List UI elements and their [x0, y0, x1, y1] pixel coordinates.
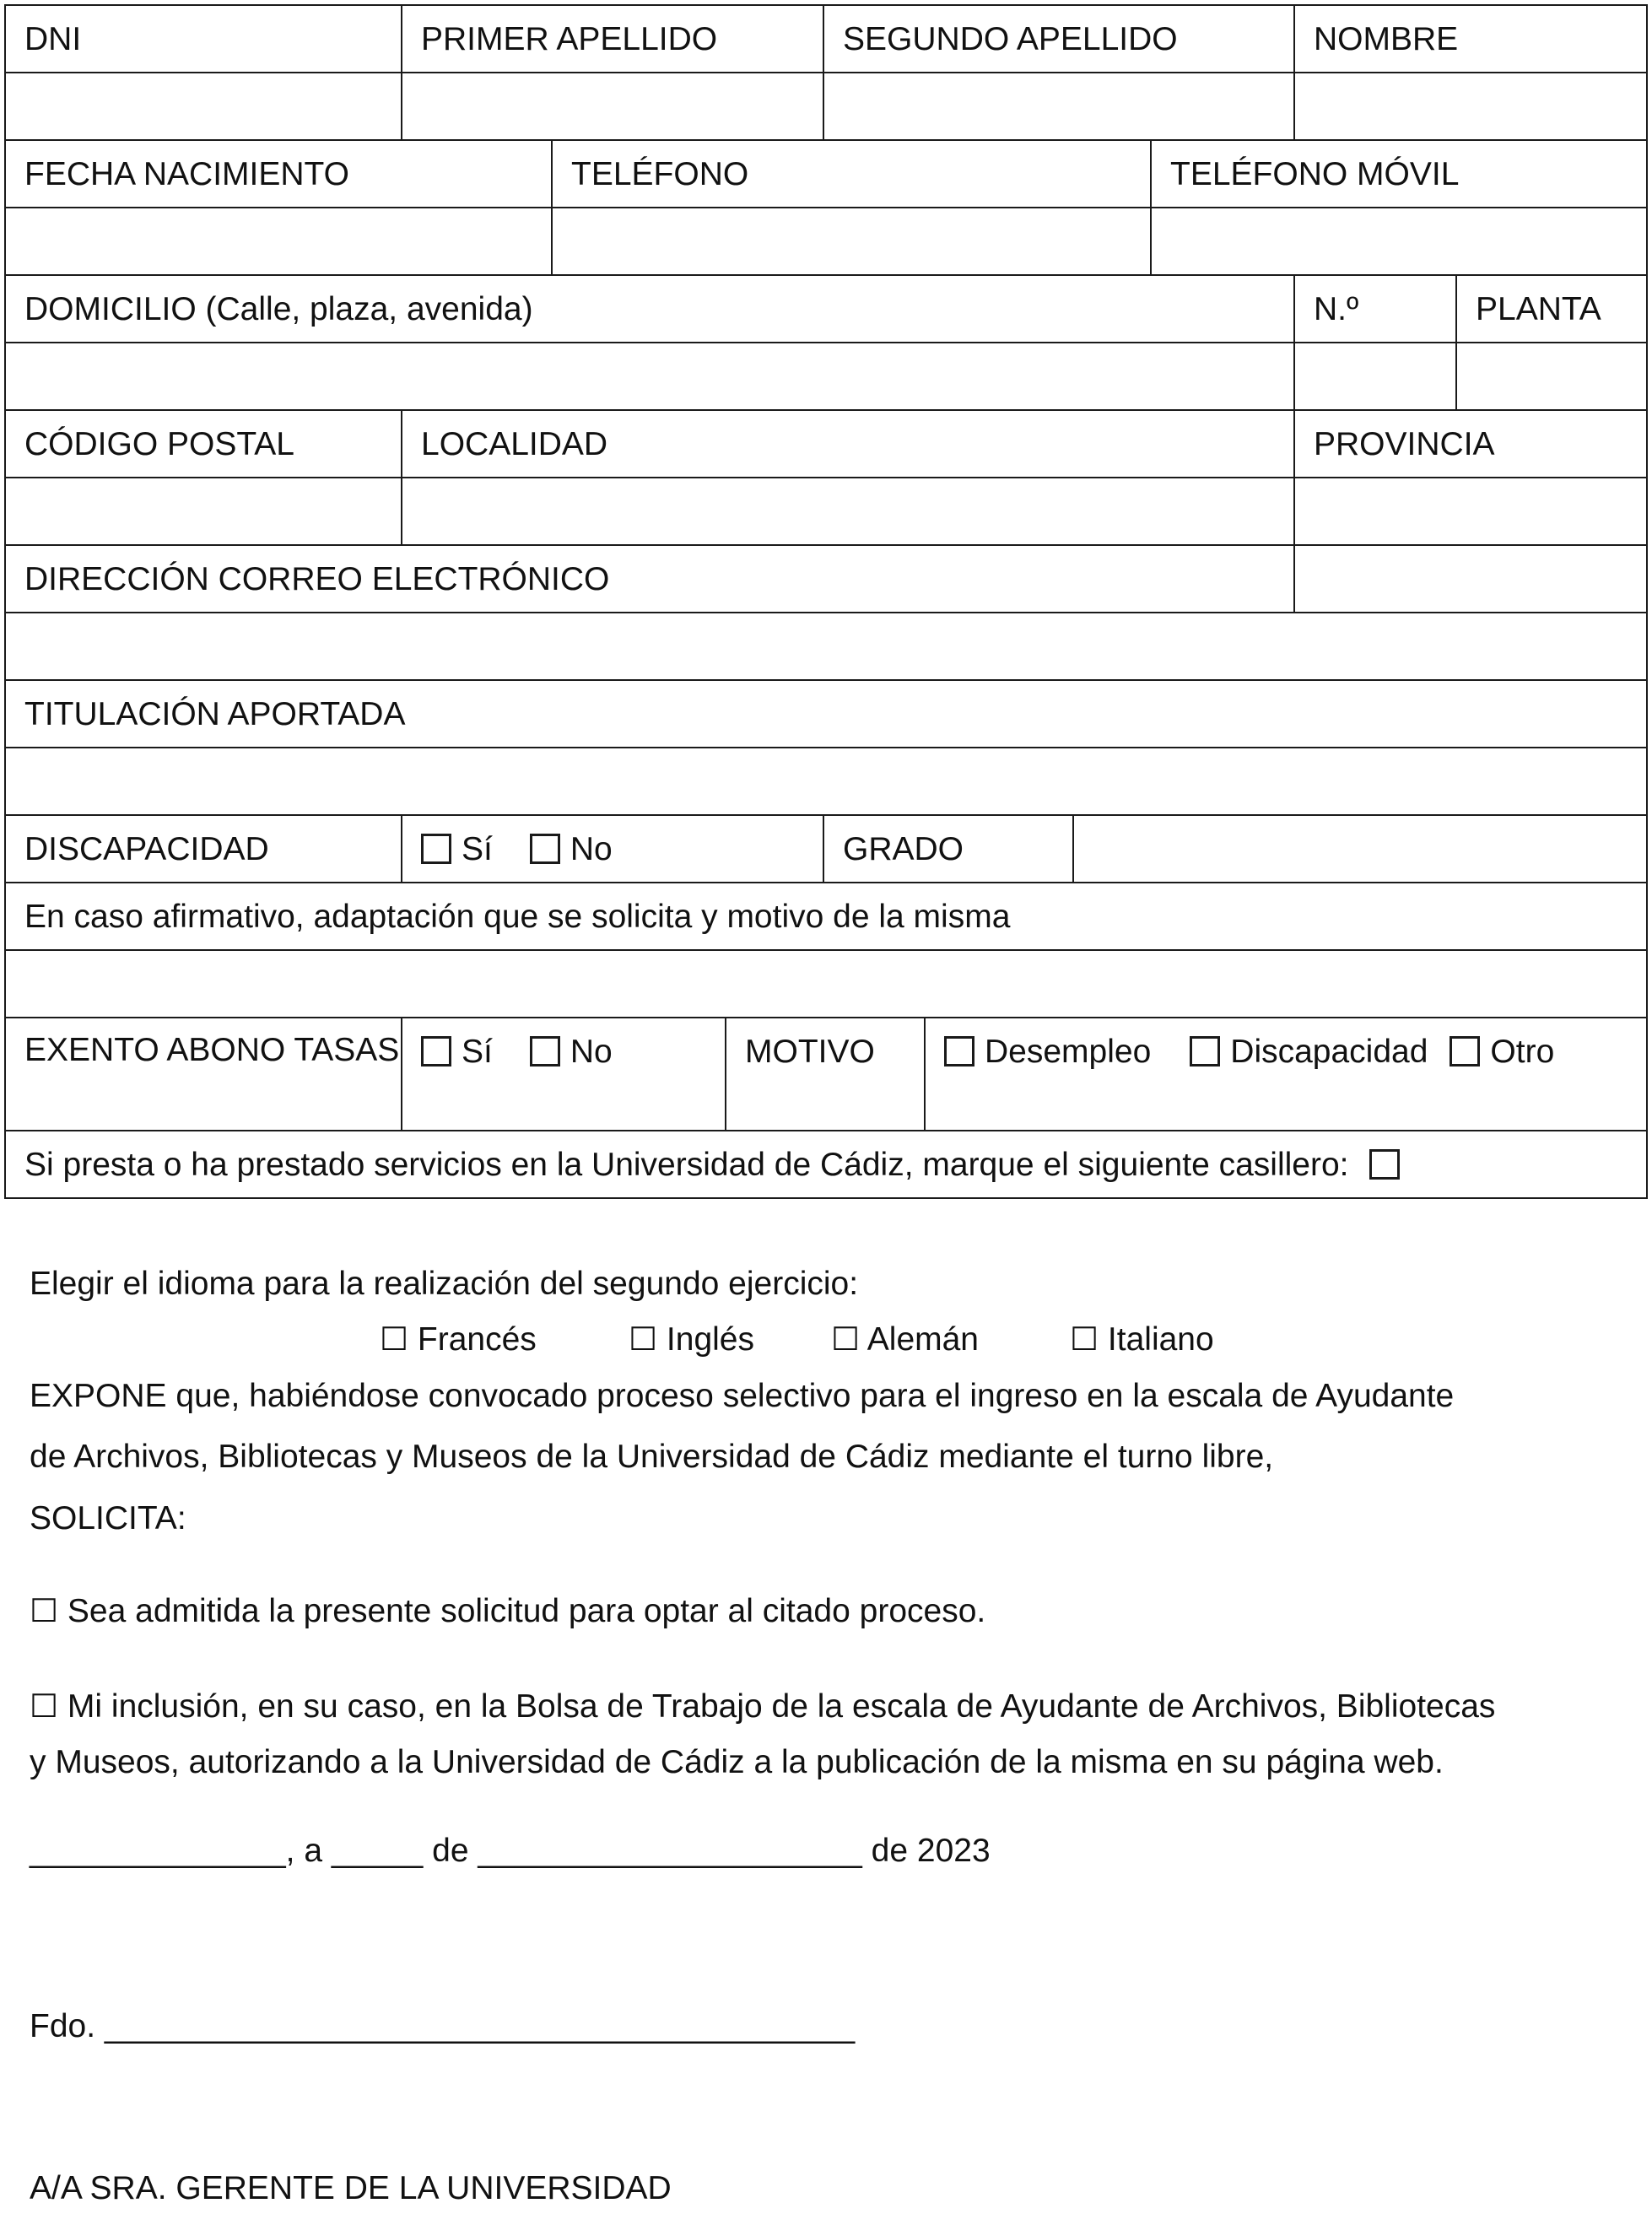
telefono-movil-label: TELÉFONO MÓVIL — [1150, 139, 1648, 208]
checkbox-icon[interactable]: ☐ — [380, 1322, 409, 1358]
segundo-apellido-label: SEGUNDO APELLIDO — [823, 4, 1295, 73]
nombre-field[interactable] — [1293, 72, 1648, 141]
correo-extra-cell — [1293, 544, 1648, 613]
idioma-option-italiano[interactable]: ☐ Italiano — [1070, 1321, 1214, 1358]
correo-label: DIRECCIÓN CORREO ELECTRÓNICO — [4, 544, 1295, 613]
titulacion-field[interactable] — [4, 747, 1648, 816]
numero-label: N.º — [1293, 274, 1457, 343]
checkbox-icon[interactable] — [421, 1036, 451, 1066]
adaptacion-label: En caso afirmativo, adaptación que se solicita y motivo de la misma — [4, 882, 1648, 951]
application-form-table — [4, 4, 1648, 1212]
checkbox-icon[interactable]: ☐ — [629, 1322, 658, 1358]
checkbox-icon[interactable]: ☐ — [831, 1322, 861, 1358]
checkbox-icon[interactable] — [530, 834, 560, 864]
localidad-label: LOCALIDAD — [401, 409, 1295, 478]
nombre-label: NOMBRE — [1293, 4, 1648, 73]
checkbox-icon[interactable]: ☐ — [30, 1689, 59, 1725]
dni-label: DNI — [4, 4, 402, 73]
discapacidad-label: DISCAPACIDAD — [4, 814, 402, 883]
codigo-postal-field[interactable] — [4, 477, 402, 546]
opcion-bolsa-line-2: y Museos, autorizando a la Universidad de Cádiz a la publicación de la misma en su página web. — [30, 1744, 1444, 1780]
discapacidad-si-label: Sí — [462, 831, 493, 867]
expone-line-2: de Archivos, Bibliotecas y Museos de la Universidad de Cádiz mediante el turno libre, — [30, 1439, 1274, 1475]
grado-field[interactable] — [1072, 814, 1648, 883]
localidad-field[interactable] — [401, 477, 1295, 546]
otro-label: Otro — [1490, 1034, 1555, 1070]
exento-no-option[interactable] — [530, 1029, 613, 1076]
checkbox-icon[interactable] — [1190, 1036, 1220, 1066]
idioma-label: Elegir el idioma para la realización del segundo ejercicio: — [30, 1266, 859, 1302]
checkbox-icon[interactable] — [530, 1036, 560, 1066]
numero-field[interactable] — [1293, 342, 1457, 411]
provincia-field[interactable] — [1293, 477, 1648, 546]
fecha-line: ______________, a _____ de _____________________ de 2023 — [30, 1833, 991, 1869]
idioma-option-aleman[interactable]: ☐ Alemán — [831, 1321, 979, 1358]
motivo-options — [924, 1017, 1648, 1131]
telefono-movil-field[interactable] — [1150, 207, 1648, 276]
destinatario: A/A SRA. GERENTE DE LA UNIVERSIDAD — [30, 2170, 672, 2206]
solicita-label: SOLICITA: — [30, 1500, 186, 1536]
desempleo-label: Desempleo — [985, 1034, 1152, 1070]
telefono-field[interactable] — [551, 207, 1152, 276]
segundo-apellido-field[interactable] — [823, 72, 1295, 141]
exento-label: EXENTO ABONO TASAS — [4, 1017, 402, 1131]
checkbox-icon[interactable]: ☐ — [1070, 1322, 1099, 1358]
provincia-label: PROVINCIA — [1293, 409, 1648, 478]
exento-no-label: No — [570, 1034, 613, 1070]
servicios-row — [4, 1130, 1648, 1199]
exento-si-option[interactable] — [421, 1029, 493, 1076]
exento-options — [401, 1017, 726, 1131]
primer-apellido-label: PRIMER APELLIDO — [401, 4, 824, 73]
planta-field[interactable] — [1455, 342, 1648, 411]
checkbox-icon[interactable] — [1369, 1149, 1400, 1180]
otro-option[interactable] — [1450, 1029, 1554, 1076]
checkbox-icon[interactable] — [1450, 1036, 1480, 1066]
discapacidad-no-option[interactable] — [530, 826, 613, 873]
expone-line-1: EXPONE que, habiéndose convocado proceso selectivo para el ingreso en la escala de Ayudante — [30, 1378, 1455, 1414]
titulacion-label: TITULACIÓN APORTADA — [4, 679, 1648, 748]
checkbox-icon[interactable] — [421, 834, 451, 864]
domicilio-label: DOMICILIO (Calle, plaza, avenida) — [4, 274, 1295, 343]
discapacidad-si-option[interactable] — [421, 826, 493, 873]
adaptacion-field[interactable] — [4, 949, 1648, 1018]
opcion-bolsa-line-1[interactable]: ☐ Mi inclusión, en su caso, en la Bolsa de Trabajo de la escala de Ayudante de Archivos, Bibliotecas — [30, 1688, 1496, 1725]
fecha-nacimiento-field[interactable] — [4, 207, 553, 276]
checkbox-icon[interactable]: ☐ — [30, 1594, 59, 1629]
telefono-label: TELÉFONO — [551, 139, 1152, 208]
discapacidad-motivo-label: Discapacidad — [1230, 1034, 1428, 1070]
idioma-option-frances[interactable]: ☐ Francés — [380, 1321, 537, 1358]
primer-apellido-field[interactable] — [401, 72, 824, 141]
discapacidad-motivo-option[interactable] — [1190, 1029, 1428, 1076]
firma-line: Fdo. _________________________________________ — [30, 2008, 856, 2044]
motivo-label: MOTIVO — [725, 1017, 926, 1131]
dni-field[interactable] — [4, 72, 402, 141]
domicilio-field[interactable] — [4, 342, 1295, 411]
discapacidad-no-label: No — [570, 831, 613, 867]
grado-label: GRADO — [823, 814, 1074, 883]
fecha-nacimiento-label: FECHA NACIMIENTO — [4, 139, 553, 208]
codigo-postal-label: CÓDIGO POSTAL — [4, 409, 402, 478]
correo-field[interactable] — [4, 612, 1648, 681]
checkbox-icon[interactable] — [944, 1036, 974, 1066]
exento-si-label: Sí — [462, 1034, 493, 1070]
opcion-admision[interactable]: ☐ Sea admitida la presente solicitud para optar al citado proceso. — [30, 1593, 986, 1629]
discapacidad-options — [401, 814, 824, 883]
planta-label: PLANTA — [1455, 274, 1648, 343]
desempleo-option[interactable] — [944, 1029, 1151, 1076]
idioma-option-ingles[interactable]: ☐ Inglés — [629, 1321, 754, 1358]
servicios-label: Si presta o ha prestado servicios en la Universidad de Cádiz, marque el siguiente casillero: — [24, 1147, 1349, 1183]
